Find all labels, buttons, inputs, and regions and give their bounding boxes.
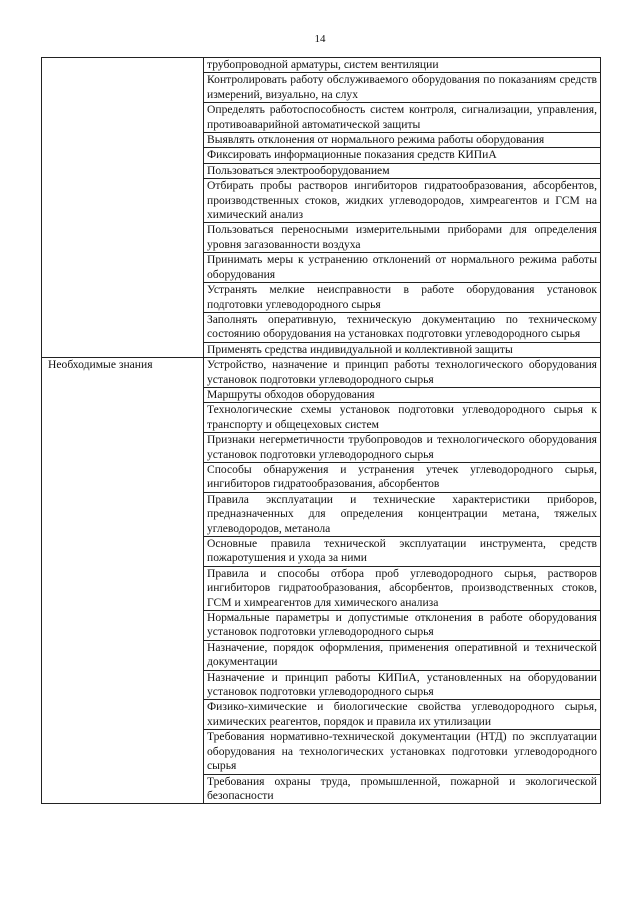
- requirement-item: Правила и способы отбора проб углеводородного сырья, растворов ингибиторов гидратообразования, абсорбентов, производственных стоков, ГСМ и химреагентов для химического анализа: [204, 566, 601, 610]
- requirement-item: Маршруты обходов оборудования: [204, 387, 601, 402]
- requirement-item: Назначение, порядок оформления, применения оперативной и технической документации: [204, 640, 601, 670]
- requirement-item: Назначение и принцип работы КИПиА, установленных на оборудовании установок подготовки углеводородного сырья: [204, 670, 601, 700]
- requirement-item: Признаки негерметичности трубопроводов и технологического оборудования установок подготовки углеводородного сырья: [204, 433, 601, 463]
- requirement-item: Определять работоспособность систем контроля, сигнализации, управления, противоаварийной автоматической защиты: [204, 103, 601, 133]
- requirement-item: Применять средства индивидуальной и коллективной защиты: [204, 342, 601, 357]
- requirement-item: Пользоваться электрооборудованием: [204, 163, 601, 178]
- requirement-item: Физико-химические и биологические свойства углеводородного сырья, химических реагентов, порядок и правила их утилизации: [204, 700, 601, 730]
- page-number: 14: [314, 33, 326, 45]
- requirement-item: Требования нормативно-технической документации (НТД) по эксплуатации оборудования на технологических установках подготовки углеводородного сырья: [204, 730, 601, 774]
- requirement-item: Пользоваться переносными измерительными приборами для определения уровня загазованности воздуха: [204, 223, 601, 253]
- requirement-item: Способы обнаружения и устранения утечек углеводородного сырья, ингибиторов гидратообразования, абсорбентов: [204, 462, 601, 492]
- requirement-item: Основные правила технической эксплуатации инструмента, средств пожаротушения и ухода за ними: [204, 537, 601, 567]
- requirement-item: Технологические схемы установок подготовки углеводородного сырья к транспорту и общецеховых систем: [204, 403, 601, 433]
- requirement-item: Контролировать работу обслуживаемого оборудования по показаниям средств измерений, визуально, на слух: [204, 73, 601, 103]
- requirement-item: Выявлять отклонения от нормального режима работы оборудования: [204, 133, 601, 148]
- table-row: [42, 58, 601, 73]
- requirement-item: Принимать меры к устранению отклонений от нормального режима работы оборудования: [204, 253, 601, 283]
- requirement-item: Фиксировать информационные показания средств КИПиА: [204, 148, 601, 163]
- requirement-item: Нормальные параметры и допустимые отклонения в работе оборудования установок подготовки углеводородного сырья: [204, 611, 601, 641]
- requirement-item: Заполнять оперативную, техническую документацию по техническому состоянию оборудования на установках подготовки углеводородного сырья: [204, 312, 601, 342]
- requirement-item: Правила эксплуатации и технические характеристики приборов, предназначенных для определения концентрации метана, тяжелых углеводородов, метанола: [204, 492, 601, 536]
- table-body: [42, 58, 601, 804]
- requirement-item: Устранять мелкие неисправности в работе оборудования установок подготовки углеводородного сырья: [204, 283, 601, 313]
- requirement-item: Требования охраны труда, промышленной, пожарной и экологической безопасности: [204, 774, 601, 804]
- table-row: [42, 358, 601, 388]
- requirement-item: трубопроводной арматуры, систем вентиляции: [204, 58, 601, 73]
- requirements-table: [41, 57, 601, 804]
- section-label: [42, 58, 204, 358]
- requirement-item: Устройство, назначение и принцип работы технологического оборудования установок подготовки углеводородного сырья: [204, 358, 601, 388]
- requirement-item: Отбирать пробы растворов ингибиторов гидратообразования, абсорбентов, производственных стоков, жидких углеводородов, химреагентов и ГСМ на химический анализ: [204, 179, 601, 223]
- section-label: Необходимые знания: [42, 358, 204, 804]
